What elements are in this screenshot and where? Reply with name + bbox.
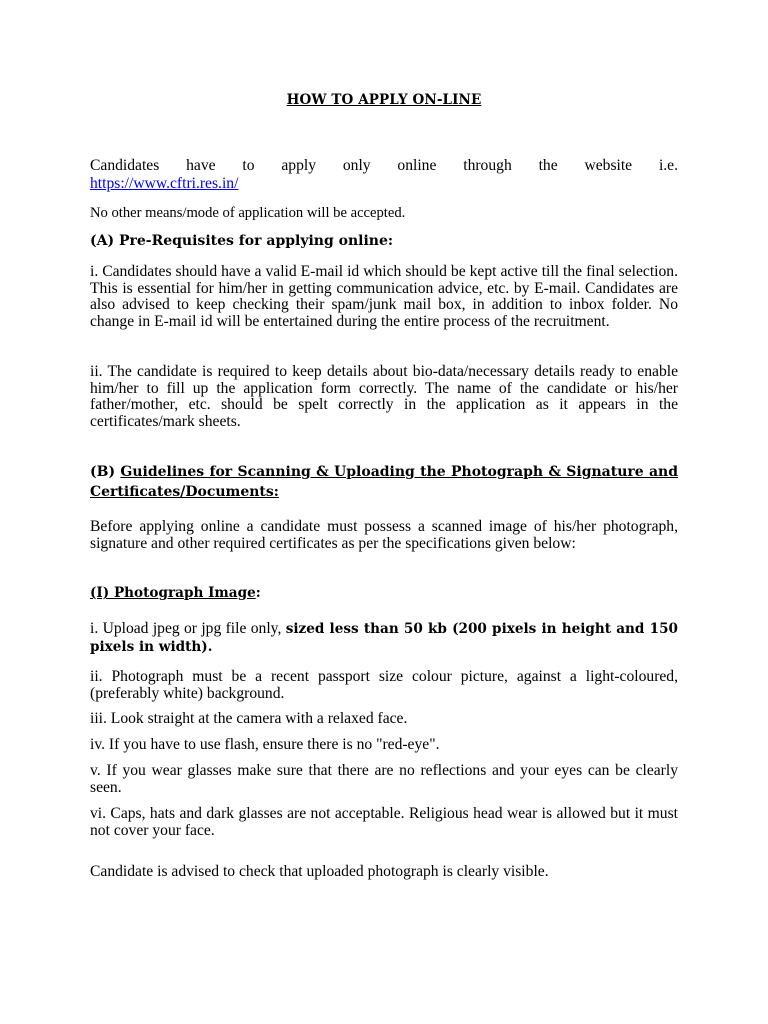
- section-b-title: Guidelines for Scanning & Uploading the Photograph & Signature and Certificates/Documents:: [90, 464, 679, 500]
- intro-text: [90, 158, 678, 175]
- no-other-means-text: No other means/mode of application will be accepted.: [90, 205, 406, 221]
- section-b-intro: Before applying online a candidate must possess a scanned image of his/her photograph, signature and other required certificates as per the specifications given below:: [90, 518, 678, 552]
- section-a-para-ii: ii. The candidate is required to keep details about bio-data/necessary details ready to enable him/her to fill up the application form correctly. The name of the candidate or his/her father/mother, etc. should be spelt correctly in the application as it appears in the certificates/mark sheets.: [90, 363, 678, 431]
- section-b-prefix: (B): [90, 464, 121, 480]
- photo-note: Candidate is advised to check that uploaded photograph is clearly visible.: [90, 863, 549, 880]
- section-a-para-i: i. Candidates should have a valid E-mail id which should be kept active till the final selection. This is essential for him/her in getting communication advice, etc. by E-mail. Candidates are also advised to keep checking their spam/junk mail box, in addition to inbox folder. No change in E-mail id will be entertained during the entire process of the recruitment.: [90, 263, 678, 331]
- photo-item-i-bold: sized less than 50 kb (200 pixels in height and 150 pixels in width).: [90, 621, 678, 655]
- page-title: HOW TO APPLY ON-LINE: [286, 92, 482, 108]
- photo-item-v: v. If you wear glasses make sure that there are no reflections and your eyes can be clearly seen.: [90, 762, 678, 796]
- photo-item-iv: iv. If you have to use flash, ensure there is no "red-eye".: [90, 736, 440, 753]
- intro-sentence: Candidates have to apply only online through the website i.e.: [90, 157, 678, 174]
- photo-item-i-plain: i. Upload jpeg or jpg file only,: [90, 620, 286, 637]
- website-link[interactable]: https://www.cftri.res.in/: [90, 175, 239, 192]
- photo-heading-text: (I) Photograph Image: [90, 585, 256, 601]
- photo-item-i: [90, 620, 678, 656]
- section-b-heading: [90, 463, 678, 502]
- photo-item-vi: vi. Caps, hats and dark glasses are not acceptable. Religious head wear is allowed but it must not cover your face.: [90, 805, 678, 839]
- intro-link-line: [90, 176, 678, 193]
- photo-item-iii: iii. Look straight at the camera with a relaxed face.: [90, 710, 408, 727]
- photo-heading: [90, 584, 678, 604]
- photo-item-ii: ii. Photograph must be a recent passport size colour picture, against a light-coloured, (preferably white) background.: [90, 668, 678, 702]
- photo-heading-colon: :: [255, 585, 261, 601]
- section-a-heading: (A) Pre-Requisites for applying online:: [90, 233, 394, 249]
